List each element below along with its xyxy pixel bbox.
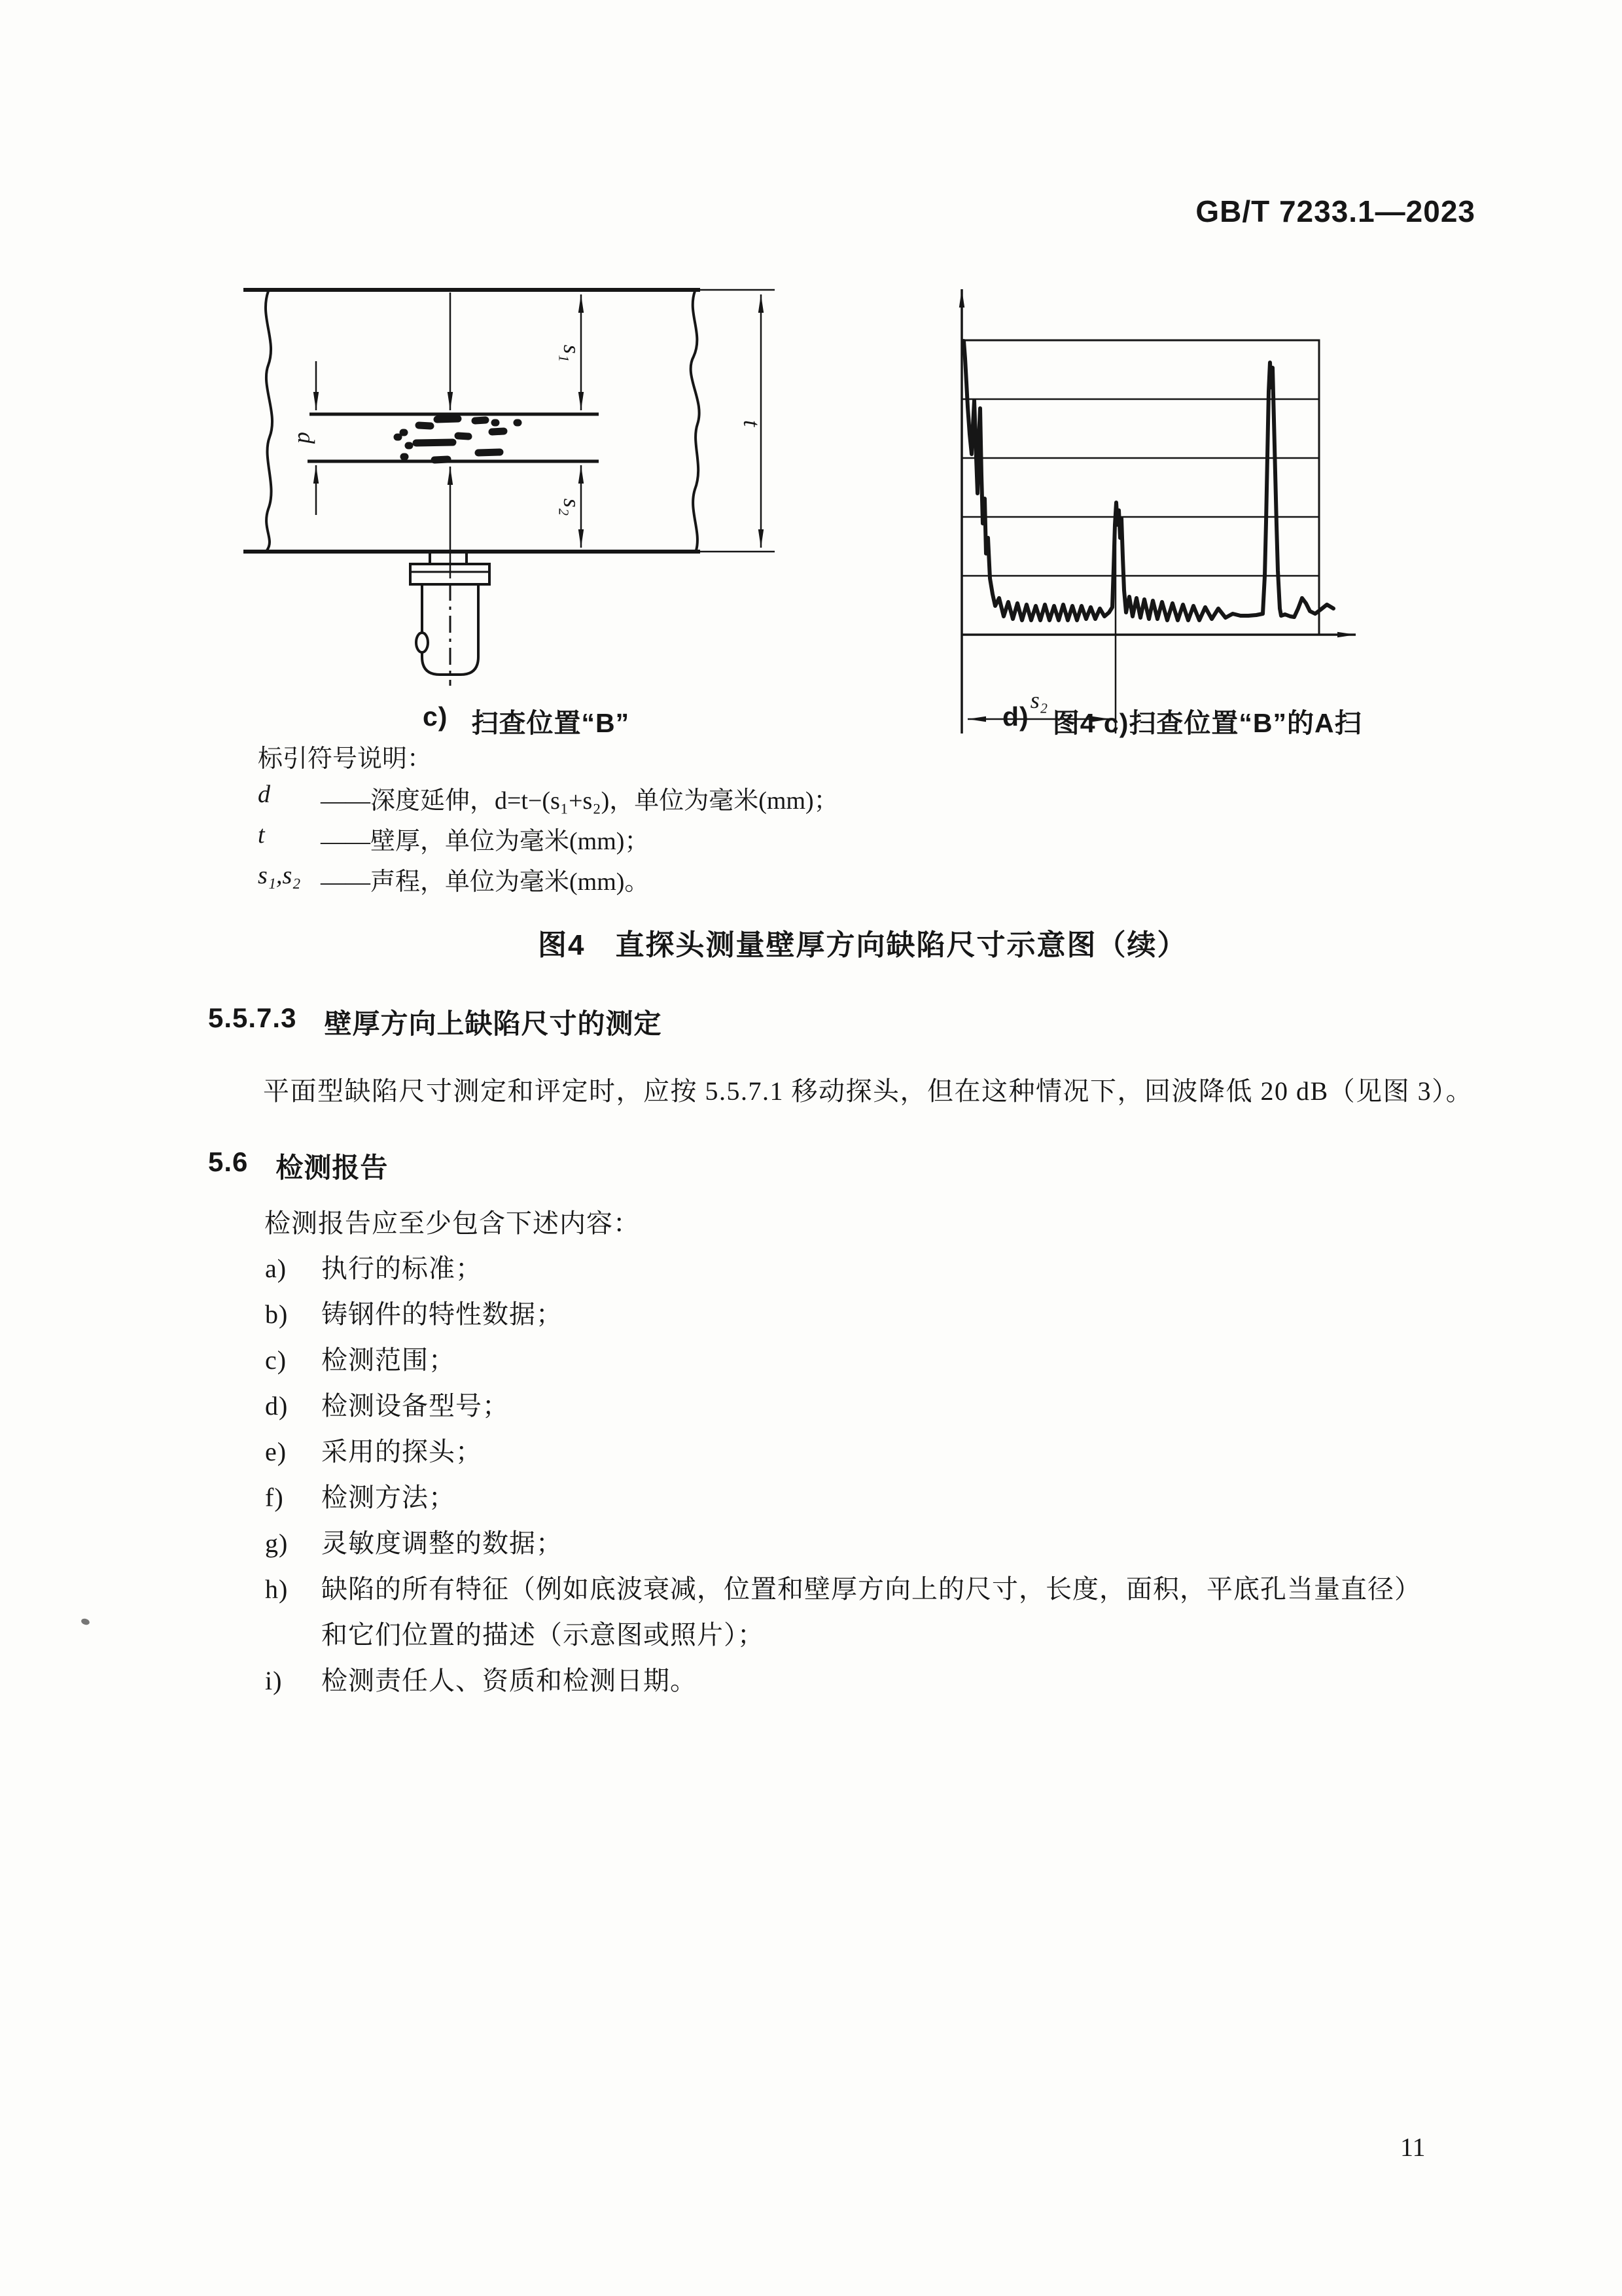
list-item-label: c): [265, 1345, 287, 1375]
list-item-label: b): [265, 1299, 289, 1329]
list-item-label: g): [265, 1528, 289, 1558]
right-broken-edge: [691, 291, 699, 550]
list-item-label: a): [265, 1254, 287, 1283]
panel-d-title: 图4 c)扫查位置“B”的A扫: [1052, 708, 1362, 738]
list-item-label: i): [265, 1666, 283, 1695]
panel-c-caption: [423, 701, 629, 740]
list-item: [265, 1429, 1431, 1475]
list-item: [265, 1658, 1431, 1704]
list-item-label: h): [265, 1574, 289, 1604]
list-item-text: 铸钢件的特性数据；: [321, 1299, 563, 1329]
dim-label-s2: s₂: [559, 498, 585, 516]
list-item-text: 采用的探头；: [321, 1437, 482, 1466]
section-56-intro: 检测报告应至少包含下述内容：: [264, 1209, 640, 1238]
probe-cable-lug: [416, 633, 428, 652]
left-broken-edge: [266, 291, 272, 550]
panel-c-label: c): [423, 701, 448, 732]
section-56-heading: [208, 1146, 388, 1186]
dimension-t: [739, 294, 765, 548]
list-item: [265, 1292, 1431, 1337]
dim-label-d: d: [293, 432, 319, 444]
legend-title: 标引符号说明：: [258, 745, 432, 773]
dim-label-s2-ascan: s₂: [1030, 687, 1048, 713]
figure-panel-c-diagram: [216, 262, 805, 720]
list-item: [265, 1383, 1431, 1429]
dimension-s2: [559, 465, 585, 548]
section-title: 检测报告: [275, 1152, 389, 1183]
dim-label-s1: s₁: [559, 344, 585, 362]
legend-row-t: [258, 821, 649, 857]
list-item-text: 检测责任人、资质和检测日期。: [321, 1666, 697, 1695]
legend-desc: ——壁厚，单位为毫米(mm)；: [321, 828, 650, 855]
figure-caption: 图4 直探头测量壁厚方向缺陷尺寸示意图（续）: [538, 929, 1188, 961]
standard-code: GB/T 7233.1—2023: [1195, 194, 1475, 228]
list-item-label: d): [265, 1391, 289, 1421]
figure-panel-d-ascan: [909, 262, 1394, 759]
legend-symbol: d: [258, 781, 270, 808]
list-item: [265, 1521, 1431, 1566]
dimension-s1: [559, 294, 585, 410]
list-item: [265, 1246, 1431, 1292]
legend-symbol: s₁,s₂: [258, 862, 301, 889]
panel-d-label: d): [1002, 701, 1029, 732]
casting-section-outline: [243, 290, 775, 552]
list-item-label: e): [265, 1437, 287, 1466]
list-item-text: 缺陷的所有特征（例如底波衰减，位置和壁厚方向上的尺寸，长度，面积，平底孔当量直径）和它们位置的描述（示意图或照片）；: [321, 1574, 1421, 1650]
list-item: [265, 1475, 1431, 1521]
list-item-text: 执行的标准；: [321, 1254, 482, 1283]
section-5573-heading: [208, 1002, 661, 1042]
list-item-text: 检测方法；: [321, 1483, 455, 1512]
list-item-text: 检测设备型号；: [321, 1391, 509, 1421]
section-number: 5.5.7.3: [208, 1002, 297, 1033]
dim-label-t: t: [739, 419, 765, 427]
legend-symbol: t: [258, 821, 265, 849]
panel-d-caption: [1002, 701, 1362, 740]
section-5573-body: 平面型缺陷尺寸测定和评定时，应按 5.5.7.1 移动探头，但在这种情况下，回波降低 20 dB（见图 3）。: [263, 1076, 1473, 1106]
ascan-axes: [962, 289, 1356, 733]
section-number: 5.6: [208, 1146, 249, 1177]
list-item-text: 灵敏度调整的数据；: [321, 1528, 563, 1558]
legend-row-d: [258, 780, 839, 816]
report-items-list: [265, 1246, 1431, 1704]
stray-scan-mark: [80, 1617, 90, 1626]
defect-band: [308, 414, 599, 461]
list-item: [265, 1566, 1431, 1658]
section-title: 壁厚方向上缺陷尺寸的测定: [324, 1008, 662, 1039]
legend-desc: ——声程，单位为毫米(mm)。: [321, 868, 650, 896]
page-number: 11: [1400, 2132, 1426, 2162]
ascan-waveform: [964, 341, 1333, 620]
list-item-label: f): [265, 1483, 284, 1512]
panel-c-title: 扫查位置“B”: [471, 708, 630, 738]
list-item-text: 检测范围；: [321, 1345, 455, 1375]
dimension-d: [293, 361, 319, 515]
list-item: [265, 1337, 1431, 1383]
legend-row-s1s2: [258, 861, 649, 897]
legend-desc: ——深度延伸，d=t−(s₁+s₂)，单位为毫米(mm)；: [321, 787, 839, 815]
defect-speckles: [397, 419, 518, 460]
